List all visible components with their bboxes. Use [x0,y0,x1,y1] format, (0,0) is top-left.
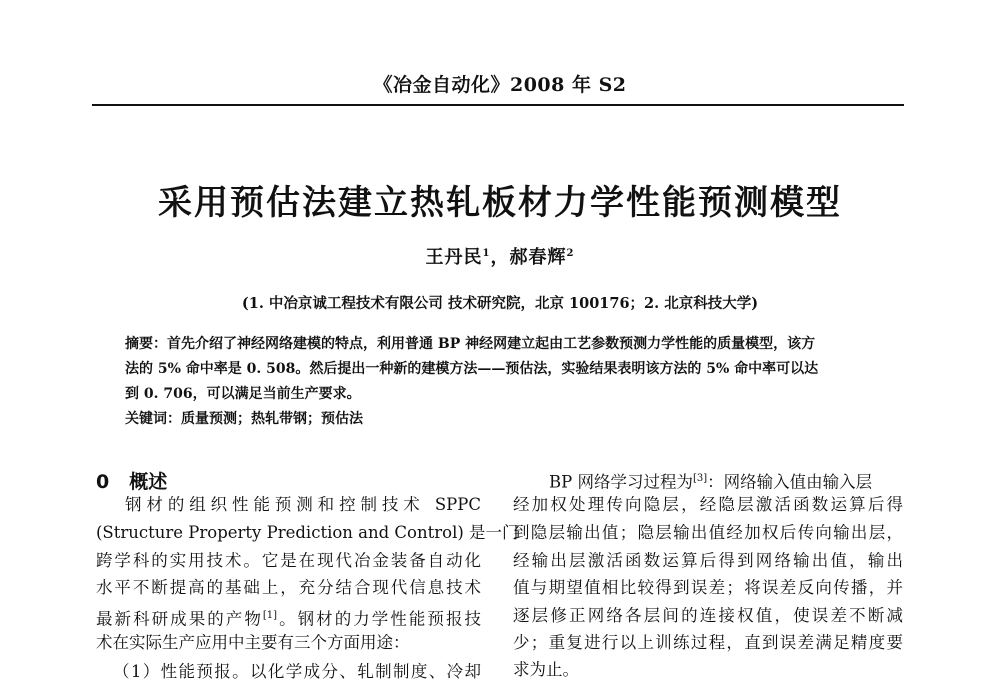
body-text: 。钢材的力学性能预报技 [277,609,482,629]
body-line: 钢材的组织性能预测和控制技术 SPPC [125,495,481,514]
body-line [549,468,903,494]
abstract-line: 到 0. 706，可以满足当前生产要求。 [125,386,361,402]
keywords: 关键词：质量预测；热轧带钢；预估法 [125,411,363,427]
body-line: 到隐层输出值；隐层输出值经加权后传向输出层， [513,523,903,542]
abstract-line: 摘要：首先介绍了神经网络建模的特点，利用普通 BP 神经网建立起由工艺参数预测力学性能的质量模型，该方 [125,336,816,352]
body-line: 少；重复进行以上训练过程，直到误差满足精度要 [513,633,903,652]
body-text: ：网络输入值由输入层 [707,472,873,492]
body-line: 经加权处理传向隐层，经隐层激活函数运算后得 [513,495,903,514]
section-title: 概述 [129,471,168,493]
author-separator: ， [490,247,510,268]
body-line: (Structure Property Prediction and Control) 是一门 [96,523,519,542]
section-number: 0 [96,471,110,493]
body-text: BP 网络学习过程为 [549,472,693,492]
header-rule [92,104,904,106]
author-list [0,243,1000,269]
section-heading [96,467,167,494]
affiliation: (1. 中冶京诚工程技术有限公司 技术研究院，北京 100176；2. 北京科技大学) [241,295,759,312]
author-affiliation-mark: 2 [566,248,575,259]
author-name: 郝春辉 [509,247,567,268]
body-text: 最新科研成果的产物 [96,609,263,629]
author-name: 王丹民 [425,247,483,268]
citation-ref: [3] [692,473,708,484]
abstract-line: 法的 5% 命中率是 0. 508。然后提出一种新的建模方法——预估法，实验结果表明该方法的 5% 命中率可以达 [125,361,819,377]
citation-ref: [1] [262,610,278,621]
body-line: 逐层修正网络各层间的连接权值，使误差不断减 [513,606,903,625]
author-affiliation-mark: 1 [482,248,491,259]
journal-header: 《冶金自动化》2008 年 S2 [373,74,627,96]
paper-title: 采用预估法建立热轧板材力学性能预测模型 [158,183,842,223]
body-line: 经输出层激活函数运算后得到网络输出值，输出 [513,551,903,570]
body-line: （1）性能预报。以化学成分、轧制制度、冷却 [113,662,481,681]
body-line: 求为止。 [513,660,579,679]
body-line: 跨学科的实用技术。它是在现代冶金装备自动化 [96,551,481,570]
body-line [96,605,481,631]
body-line: 术在实际生产应用中主要有三个方面用途： [96,633,410,652]
body-line: 值与期望值相比较得到误差；将误差反向传播，并 [513,578,903,597]
body-line: 水平不断提高的基础上，充分结合现代信息技术 [96,578,481,597]
